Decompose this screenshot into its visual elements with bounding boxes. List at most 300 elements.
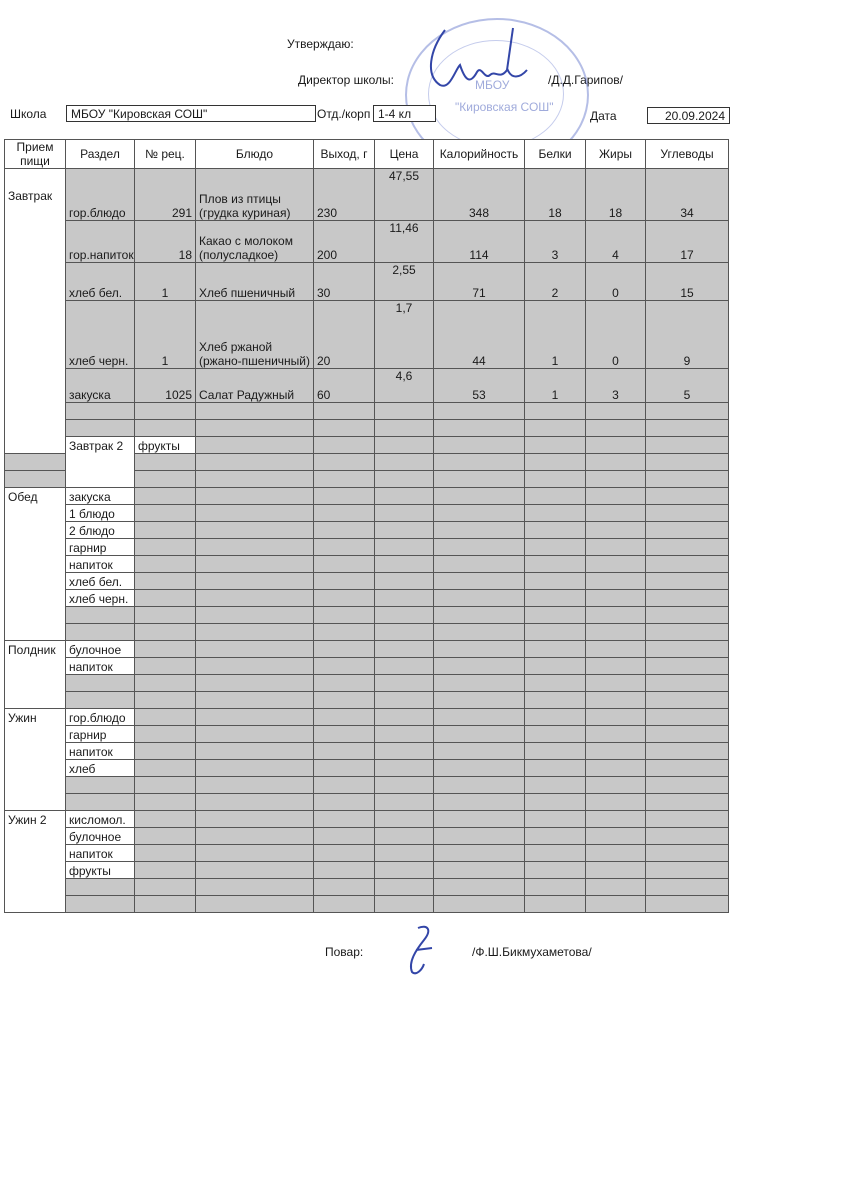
empty-cell	[135, 607, 196, 624]
empty-cell	[314, 590, 375, 607]
empty-cell	[646, 488, 729, 505]
empty-cell	[434, 488, 525, 505]
section-cell: гор.напиток	[66, 221, 135, 263]
empty-cell	[375, 675, 434, 692]
empty-cell	[434, 862, 525, 879]
empty-cell	[586, 590, 646, 607]
empty-cell	[135, 896, 196, 913]
empty-cell	[375, 522, 434, 539]
section-cell: хлеб черн.	[66, 590, 135, 607]
output-cell: 230	[314, 169, 375, 221]
date-label: Дата	[590, 109, 617, 123]
meal-breakfast2: Завтрак 2	[66, 437, 135, 488]
table-row	[5, 488, 729, 505]
empty-cell	[375, 437, 434, 454]
section-cell: фрукты	[135, 437, 196, 454]
section-cell: 2 блюдо	[66, 522, 135, 539]
empty-cell	[586, 845, 646, 862]
empty-cell	[646, 794, 729, 811]
empty-cell	[314, 896, 375, 913]
empty-cell	[525, 811, 586, 828]
empty-cell	[314, 709, 375, 726]
empty-cell	[314, 811, 375, 828]
empty-cell	[646, 879, 729, 896]
table-row	[5, 522, 729, 539]
empty-cell	[434, 471, 525, 488]
table-row	[5, 263, 729, 301]
empty-cell	[646, 471, 729, 488]
empty-cell	[375, 692, 434, 709]
empty-cell	[135, 709, 196, 726]
empty-cell	[434, 454, 525, 471]
price-cell: 11,46	[375, 221, 434, 263]
empty-cell	[314, 556, 375, 573]
approve-title: Утверждаю:	[287, 37, 354, 51]
empty-cell	[135, 658, 196, 675]
empty-cell	[135, 794, 196, 811]
empty-cell	[135, 760, 196, 777]
empty-cell	[314, 488, 375, 505]
empty-cell	[646, 896, 729, 913]
section-cell: напиток	[66, 658, 135, 675]
output-cell: 200	[314, 221, 375, 263]
empty-cell	[135, 845, 196, 862]
header-meal: Прием пищи	[5, 140, 66, 169]
kcal-cell: 44	[434, 301, 525, 369]
empty-cell	[586, 454, 646, 471]
empty-cell	[375, 505, 434, 522]
header-dish: Блюдо	[196, 140, 314, 169]
cook-signature	[398, 920, 448, 980]
empty-cell	[586, 573, 646, 590]
dept-field[interactable]: 1-4 кл	[373, 105, 436, 122]
header-fat: Жиры	[586, 140, 646, 169]
header-section: Раздел	[66, 140, 135, 169]
table-row	[5, 777, 729, 794]
section-cell: хлеб	[66, 760, 135, 777]
empty-cell	[646, 726, 729, 743]
empty-cell	[375, 590, 434, 607]
empty-cell	[646, 539, 729, 556]
empty-cell	[314, 743, 375, 760]
table-row	[5, 845, 729, 862]
empty-cell	[196, 505, 314, 522]
empty-cell	[525, 437, 586, 454]
empty-cell	[434, 777, 525, 794]
empty-cell	[314, 641, 375, 658]
section-cell: напиток	[66, 845, 135, 862]
header-protein: Белки	[525, 140, 586, 169]
empty-cell	[375, 845, 434, 862]
empty-cell	[314, 522, 375, 539]
empty-cell	[434, 692, 525, 709]
section-cell: 1 блюдо	[66, 505, 135, 522]
empty-cell	[375, 641, 434, 658]
fat-cell: 0	[586, 301, 646, 369]
empty-cell	[646, 828, 729, 845]
empty-cell	[314, 879, 375, 896]
empty-cell	[525, 743, 586, 760]
table-row	[5, 675, 729, 692]
table-row	[5, 607, 729, 624]
empty-cell	[646, 743, 729, 760]
empty-cell	[375, 539, 434, 556]
empty-cell	[646, 811, 729, 828]
empty-cell	[646, 522, 729, 539]
empty-cell	[135, 675, 196, 692]
empty-cell	[135, 828, 196, 845]
empty-cell	[196, 896, 314, 913]
section-cell: булочное	[66, 828, 135, 845]
table-row	[5, 641, 729, 658]
empty-cell	[314, 505, 375, 522]
empty-cell	[314, 539, 375, 556]
protein-cell: 2	[525, 263, 586, 301]
empty-cell	[586, 522, 646, 539]
dish-cell: Какао с молоком (полусладкое)	[196, 221, 314, 263]
recipe-cell: 18	[135, 221, 196, 263]
seal-text-2: "Кировская СОШ"	[455, 100, 554, 114]
empty-cell	[375, 726, 434, 743]
empty-cell	[586, 862, 646, 879]
fat-cell: 18	[586, 169, 646, 221]
empty-cell	[434, 590, 525, 607]
dish-cell: Салат Радужный	[196, 369, 314, 403]
table-row	[5, 169, 729, 221]
menu-table	[4, 139, 729, 913]
empty-cell	[196, 573, 314, 590]
director-name: /Д.Д.Гарипов/	[548, 73, 624, 87]
header-output: Выход, г	[314, 140, 375, 169]
empty-cell	[196, 590, 314, 607]
empty-cell	[525, 641, 586, 658]
empty-cell	[434, 624, 525, 641]
table-row	[5, 369, 729, 403]
section-cell: хлеб черн.	[66, 301, 135, 369]
empty-cell	[314, 624, 375, 641]
fat-cell: 3	[586, 369, 646, 403]
table-row	[5, 743, 729, 760]
kcal-cell: 71	[434, 263, 525, 301]
empty-cell	[525, 845, 586, 862]
empty-cell	[525, 471, 586, 488]
price-cell: 4,6	[375, 369, 434, 403]
empty-cell	[646, 675, 729, 692]
protein-cell: 18	[525, 169, 586, 221]
empty-cell	[314, 862, 375, 879]
empty-cell	[314, 607, 375, 624]
empty-cell	[375, 879, 434, 896]
empty-cell	[525, 539, 586, 556]
empty-cell	[375, 760, 434, 777]
empty-cell	[525, 777, 586, 794]
section-cell	[66, 777, 135, 794]
empty-cell	[586, 828, 646, 845]
empty-cell	[434, 641, 525, 658]
empty-cell	[646, 641, 729, 658]
section-cell: закуска	[66, 488, 135, 505]
empty-cell	[586, 675, 646, 692]
table-header	[5, 140, 729, 169]
empty-cell	[525, 488, 586, 505]
empty-cell	[314, 794, 375, 811]
empty-cell	[375, 556, 434, 573]
empty-cell	[135, 573, 196, 590]
empty-cell	[525, 556, 586, 573]
section-cell: хлеб бел.	[66, 263, 135, 301]
empty-cell	[586, 726, 646, 743]
table-row	[5, 896, 729, 913]
empty-cell	[196, 811, 314, 828]
empty-cell	[196, 879, 314, 896]
empty-cell	[314, 777, 375, 794]
empty-cell	[314, 437, 375, 454]
table-row	[5, 573, 729, 590]
empty-cell	[525, 726, 586, 743]
empty-cell	[586, 760, 646, 777]
empty-cell	[375, 862, 434, 879]
empty-cell	[375, 709, 434, 726]
table-row	[5, 301, 729, 369]
header-kcal: Калорийность	[434, 140, 525, 169]
empty-cell	[646, 777, 729, 794]
empty-cell	[646, 556, 729, 573]
carbs-cell: 15	[646, 263, 729, 301]
empty-cell	[434, 879, 525, 896]
empty-cell	[525, 658, 586, 675]
empty-cell	[434, 539, 525, 556]
section-cell	[5, 471, 66, 488]
empty-cell	[586, 471, 646, 488]
empty-cell	[586, 777, 646, 794]
meal-dinner: Ужин	[5, 709, 66, 811]
empty-cell	[586, 607, 646, 624]
empty-cell	[525, 862, 586, 879]
empty-cell	[135, 624, 196, 641]
section-cell	[66, 675, 135, 692]
empty-cell	[375, 811, 434, 828]
empty-cell	[196, 794, 314, 811]
empty-cell	[314, 658, 375, 675]
table-body	[5, 169, 729, 913]
empty-cell	[586, 658, 646, 675]
empty-cell	[434, 573, 525, 590]
empty-cell	[434, 709, 525, 726]
empty-cell	[135, 522, 196, 539]
empty-cell	[314, 845, 375, 862]
empty-cell	[586, 811, 646, 828]
empty-cell	[586, 437, 646, 454]
empty-cell	[375, 828, 434, 845]
empty-cell	[646, 692, 729, 709]
empty-cell	[196, 624, 314, 641]
table-row	[5, 760, 729, 777]
empty-cell	[135, 692, 196, 709]
empty-cell	[434, 658, 525, 675]
empty-cell	[314, 471, 375, 488]
header-price: Цена	[375, 140, 434, 169]
empty-cell	[434, 760, 525, 777]
empty-cell	[135, 743, 196, 760]
table-row	[5, 794, 729, 811]
empty-cell	[314, 454, 375, 471]
empty-cell	[375, 454, 434, 471]
empty-cell	[586, 505, 646, 522]
dish-cell: Плов из птицы (грудка куриная)	[196, 169, 314, 221]
table-row	[5, 539, 729, 556]
empty-cell	[375, 777, 434, 794]
table-row	[5, 590, 729, 607]
empty-cell	[646, 454, 729, 471]
empty-cell	[375, 471, 434, 488]
table-row	[5, 624, 729, 641]
director-label: Директор школы:	[298, 73, 394, 87]
section-cell: гарнир	[66, 726, 135, 743]
empty-cell	[196, 777, 314, 794]
empty-cell	[196, 692, 314, 709]
empty-cell	[525, 709, 586, 726]
section-cell: гор.блюдо	[66, 709, 135, 726]
empty-cell	[586, 488, 646, 505]
empty-cell	[525, 607, 586, 624]
carbs-cell: 17	[646, 221, 729, 263]
dish-cell: Хлеб ржаной (ржано-пшеничный)	[196, 301, 314, 369]
table-row	[5, 726, 729, 743]
empty-cell	[196, 743, 314, 760]
empty-cell	[196, 828, 314, 845]
empty-cell	[135, 488, 196, 505]
empty-cell	[196, 522, 314, 539]
empty-cell	[434, 794, 525, 811]
kcal-cell: 53	[434, 369, 525, 403]
empty-cell	[525, 879, 586, 896]
empty-cell	[525, 573, 586, 590]
empty-cell	[586, 641, 646, 658]
cook-name: /Ф.Ш.Бикмухаметова/	[472, 945, 592, 959]
table-row	[5, 862, 729, 879]
empty-cell	[196, 488, 314, 505]
empty-cell	[196, 539, 314, 556]
empty-cell	[375, 658, 434, 675]
table-row	[5, 692, 729, 709]
empty-cell	[434, 675, 525, 692]
table-row	[5, 828, 729, 845]
price-cell: 47,55	[375, 169, 434, 221]
empty-cell	[196, 607, 314, 624]
school-field[interactable]: МБОУ "Кировская СОШ"	[66, 105, 316, 122]
protein-cell: 3	[525, 221, 586, 263]
cook-label: Повар:	[325, 945, 364, 959]
recipe-cell: 291	[135, 169, 196, 221]
empty-cell	[196, 760, 314, 777]
empty-cell	[314, 726, 375, 743]
section-cell: напиток	[66, 556, 135, 573]
empty-cell	[646, 437, 729, 454]
empty-cell	[135, 777, 196, 794]
empty-cell	[196, 709, 314, 726]
table-row	[5, 811, 729, 828]
empty-cell	[525, 624, 586, 641]
empty-cell	[525, 590, 586, 607]
empty-cell	[586, 556, 646, 573]
empty-cell	[375, 624, 434, 641]
meal-breakfast: Завтрак	[5, 169, 66, 454]
empty-cell	[375, 573, 434, 590]
price-cell: 2,55	[375, 263, 434, 301]
empty-cell	[375, 607, 434, 624]
dish-cell: Хлеб пшеничный	[196, 263, 314, 301]
fat-cell: 4	[586, 221, 646, 263]
empty-cell	[375, 896, 434, 913]
section-cell: напиток	[66, 743, 135, 760]
empty-cell	[586, 794, 646, 811]
empty-cell	[434, 726, 525, 743]
empty-cell	[135, 556, 196, 573]
empty-cell	[135, 590, 196, 607]
empty-cell	[525, 692, 586, 709]
section-cell	[66, 692, 135, 709]
section-cell: кисломол.	[66, 811, 135, 828]
empty-cell	[525, 505, 586, 522]
school-label: Школа	[10, 107, 47, 121]
output-cell: 20	[314, 301, 375, 369]
empty-cell	[135, 811, 196, 828]
empty-cell	[196, 454, 314, 471]
empty-cell	[434, 896, 525, 913]
section-cell: булочное	[66, 641, 135, 658]
output-cell: 60	[314, 369, 375, 403]
empty-cell	[434, 556, 525, 573]
empty-cell	[525, 794, 586, 811]
empty-cell	[196, 675, 314, 692]
dept-label: Отд./корп	[317, 107, 371, 121]
table-row	[5, 403, 729, 420]
empty-cell	[586, 896, 646, 913]
empty-cell	[646, 590, 729, 607]
table-row	[5, 437, 729, 454]
director-signature	[415, 20, 535, 100]
meal-snack: Полдник	[5, 641, 66, 709]
recipe-cell: 1	[135, 301, 196, 369]
empty-cell	[646, 709, 729, 726]
empty-cell	[586, 692, 646, 709]
empty-cell	[646, 862, 729, 879]
meal-lunch: Обед	[5, 488, 66, 641]
empty-cell	[314, 828, 375, 845]
empty-cell	[196, 845, 314, 862]
carbs-cell: 34	[646, 169, 729, 221]
empty-cell	[135, 726, 196, 743]
empty-cell	[196, 641, 314, 658]
empty-cell	[434, 845, 525, 862]
empty-cell	[646, 845, 729, 862]
empty-cell	[586, 709, 646, 726]
empty-cell	[135, 471, 196, 488]
header-carbs: Углеводы	[646, 140, 729, 169]
carbs-cell: 5	[646, 369, 729, 403]
section-cell: закуска	[66, 369, 135, 403]
date-field[interactable]: 20.09.2024	[647, 107, 730, 124]
empty-cell	[135, 539, 196, 556]
section-cell: гарнир	[66, 539, 135, 556]
kcal-cell: 348	[434, 169, 525, 221]
section-cell	[66, 879, 135, 896]
empty-cell	[646, 624, 729, 641]
price-cell: 1,7	[375, 301, 434, 369]
protein-cell: 1	[525, 369, 586, 403]
header-recipe: № рец.	[135, 140, 196, 169]
empty-cell	[646, 505, 729, 522]
